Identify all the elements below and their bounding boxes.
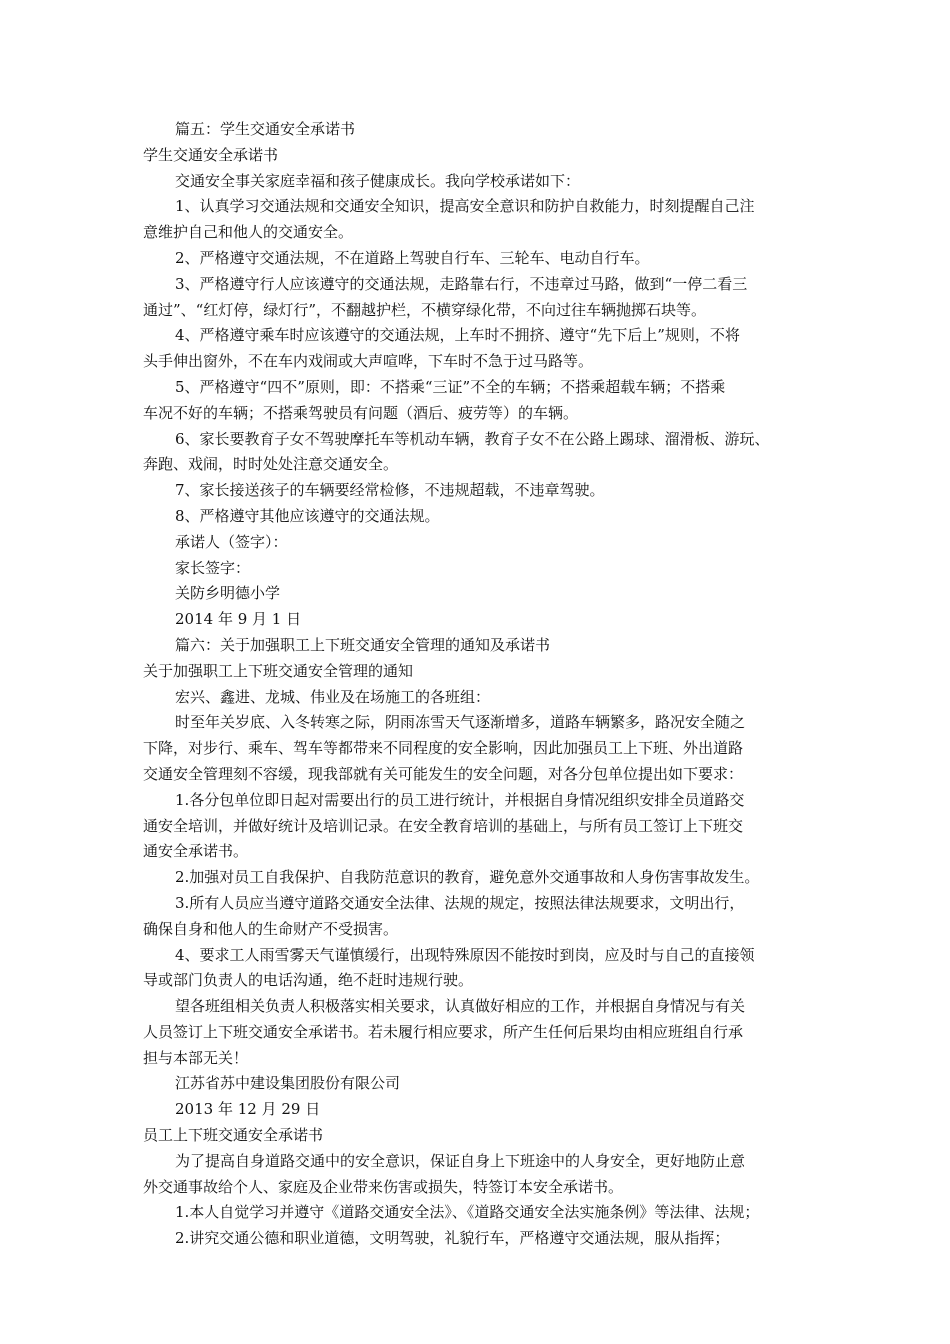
text-line: 学生交通安全承诺书: [143, 145, 279, 164]
text-line: 人员签订上下班交通安全承诺书。若未履行相应要求，所产生任何后果均由相应班组自行承: [143, 1022, 744, 1041]
text-line: 1.本人自觉学习并遵守《道路交通安全法》、《道路交通安全法实施条例》等法律、法规；: [175, 1203, 760, 1222]
text-line: 车况不好的车辆；不搭乘驾驶员有问题（酒后、疲劳等）的车辆。: [143, 403, 579, 422]
text-line: 2014 年 9 月 1 日: [175, 610, 302, 629]
text-line: 通过”、“红灯停，绿灯行”，不翻越护栏，不横穿绿化带，不向过往车辆抛掷石块等。: [143, 300, 707, 319]
text-line: 8、严格遵守其他应该遵守的交通法规。: [175, 506, 440, 525]
text-line: 宏兴、鑫进、龙城、伟业及在场施工的各班组：: [175, 687, 491, 706]
text-line: 外交通事故给个人、家庭及企业带来伤害或损失，特签订本安全承诺书。: [143, 1177, 624, 1196]
text-line: 5、严格遵守“四不”原则，即：不搭乘“三证”不全的车辆；不搭乘超载车辆；不搭乘: [175, 377, 726, 396]
text-line: 2.讲究交通公德和职业道德，文明驾驶，礼貌行车，严格遵守交通法规，服从指挥；: [175, 1229, 730, 1248]
text-line: 为了提高自身道路交通中的安全意识，保证自身上下班途中的人身安全，更好地防止意: [175, 1151, 746, 1170]
text-line: 6、家长要教育子女不驾驶摩托车等机动车辆，教育子女不在公路上踢球、溜滑板、游玩、: [175, 429, 770, 448]
text-line: 2、严格遵守交通法规，不在道路上驾驶自行车、三轮车、电动自行车。: [175, 248, 650, 267]
text-line: 望各班组相关负责人积极落实相关要求，认真做好相应的工作，并根据自身情况与有关: [175, 997, 746, 1016]
text-line: 1、认真学习交通法规和交通安全知识，提高安全意识和防护自救能力，时刻提醒自己注: [175, 197, 755, 216]
text-line: 交通安全事关家庭幸福和孩子健康成长。我向学校承诺如下：: [175, 171, 581, 190]
text-line: 意维护自己和他人的交通安全。: [143, 223, 354, 242]
document-body: [143, 117, 813, 1252]
text-line: 1.各分包单位即日起对需要出行的员工进行统计，并根据自身情况组织安排全员道路交: [175, 790, 745, 809]
text-line: 2.加强对员工自我保护、自我防范意识的教育，避免意外交通事故和人身伤害事故发生。: [175, 868, 760, 887]
text-line: 交通安全管理刻不容缓，现我部就有关可能发生的安全问题，对各分包单位提出如下要求：: [143, 764, 744, 783]
text-line: 3.所有人员应当遵守道路交通安全法律、法规的规定，按照法律法规要求，文明出行，: [175, 893, 745, 912]
text-line: 导或部门负责人的电话沟通，绝不赶时违规行驶。: [143, 971, 474, 990]
text-line: 江苏省苏中建设集团股份有限公司: [175, 1074, 401, 1093]
text-line: 2013 年 12 月 29 日: [175, 1100, 321, 1119]
text-line: 员工上下班交通安全承诺书: [143, 1126, 324, 1145]
text-line: 头手伸出窗外，不在车内戏闹或大声喧哗，下车时不急于过马路等。: [143, 352, 594, 371]
text-line: 奔跑、戏闹，时时处处注意交通安全。: [143, 455, 399, 474]
text-line: 通安全承诺书。: [143, 842, 249, 861]
text-line: 7、家长接送孩子的车辆要经常检修，不违规超载，不违章驾驶。: [175, 481, 605, 500]
text-line: 下降，对步行、乘车、驾车等都带来不同程度的安全影响，因此加强员工上下班、外出道路: [143, 739, 744, 758]
text-line: 3、严格遵守行人应该遵守的交通法规，走路靠右行，不违章过马路，做到“一停二看三: [175, 274, 748, 293]
text-line: 家长签字：: [175, 558, 251, 577]
text-line: 确保自身和他人的生命财产不受损害。: [143, 919, 399, 938]
text-line: 担与本部无关！: [143, 1048, 249, 1067]
text-line: 篇六：关于加强职工上下班交通安全管理的通知及承诺书: [175, 635, 551, 654]
text-line: 承诺人（签字）：: [175, 532, 288, 551]
text-line: 关防乡明德小学: [175, 584, 281, 603]
text-line: 篇五：学生交通安全承诺书: [175, 120, 356, 138]
text-line: 关于加强职工上下班交通安全管理的通知: [143, 661, 414, 680]
text-line: 4、严格遵守乘车时应该遵守的交通法规，上车时不拥挤、遵守“先下后上”规则，不将: [175, 326, 740, 345]
text-line: 4、要求工人雨雪雾天气谨慎缓行，出现特殊原因不能按时到岗，应及时与自己的直接领: [175, 945, 755, 964]
text-line: 时至年关岁底、入冬转寒之际，阴雨冻雪天气逐渐增多，道路车辆繁多，路况安全随之: [175, 713, 746, 732]
text-line: 通安全培训，并做好统计及培训记录。在安全教育培训的基础上，与所有员工签订上下班交: [143, 816, 744, 835]
